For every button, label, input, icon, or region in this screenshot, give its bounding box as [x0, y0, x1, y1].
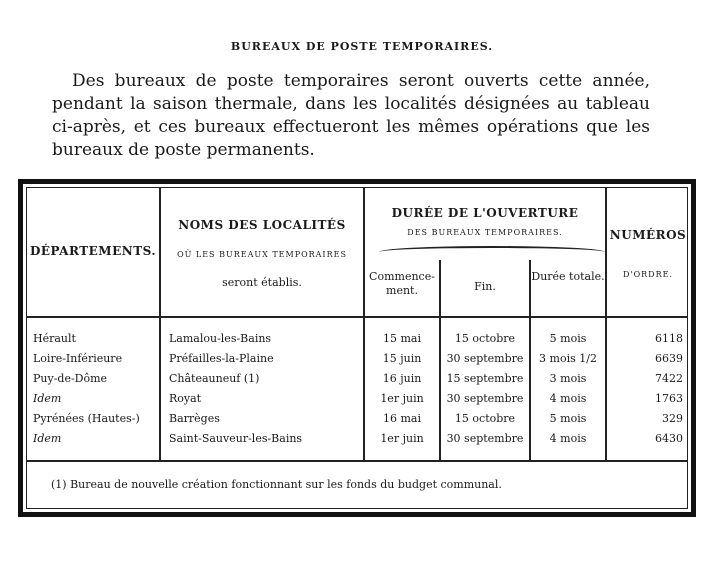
- cell-departement: Idem: [33, 392, 62, 405]
- cell-localite: Lamalou-les-Bains: [169, 332, 272, 345]
- cell-numero: 1763: [655, 392, 683, 405]
- page-title: BUREAUX DE POSTE TEMPORAIRES.: [230, 40, 494, 53]
- cell-departement: Loire-Inférieure: [33, 352, 123, 365]
- cell-duree: 4 mois: [549, 432, 587, 445]
- cell-duree: 5 mois: [549, 412, 587, 425]
- cell-fin: 15 octobre: [454, 412, 516, 425]
- cell-departement: Hérault: [33, 332, 76, 345]
- cell-localite: Saint-Sauveur-les-Bains: [169, 432, 303, 445]
- header-fin: Fin.: [474, 280, 496, 293]
- cell-numero: 6639: [655, 352, 683, 365]
- cell-duree: 3 mois 1/2: [539, 352, 597, 365]
- cell-debut: 15 juin: [382, 352, 422, 365]
- cell-debut: 16 juin: [382, 372, 422, 385]
- intro-paragraph: [52, 70, 650, 162]
- cell-localite: Royat: [169, 392, 202, 405]
- cell-fin: 15 octobre: [454, 332, 516, 345]
- cell-debut: 15 mai: [382, 332, 421, 345]
- cell-departement: Pyrénées (Hautes-): [33, 412, 140, 425]
- header-numeros-2: D'ORDRE.: [622, 270, 673, 279]
- cell-debut: 1er juin: [380, 432, 424, 445]
- cell-numero: 6118: [655, 332, 683, 345]
- header-noms-1: NOMS DES LOCALITÉS: [178, 218, 346, 232]
- header-duree-1: DURÉE DE L'OUVERTURE: [391, 206, 579, 220]
- cell-duree: 4 mois: [549, 392, 587, 405]
- table-inner-border: [26, 187, 688, 509]
- cell-fin: 30 septembre: [446, 352, 524, 365]
- cell-numero: 329: [662, 412, 683, 425]
- cell-numero: 7422: [655, 372, 683, 385]
- header-duree-totale: Durée totale.: [531, 270, 605, 283]
- duree-brace: [379, 246, 605, 258]
- header-noms-3: seront établis.: [222, 276, 302, 289]
- cell-fin: 30 septembre: [446, 432, 524, 445]
- header-departements: DÉPARTEMENTS.: [29, 244, 157, 258]
- cell-duree: 3 mois: [549, 372, 587, 385]
- header-duree-2: DES BUREAUX TEMPORAIRES.: [407, 228, 563, 237]
- cell-debut: 16 mai: [382, 412, 421, 425]
- cell-departement: Puy-de-Dôme: [33, 372, 108, 385]
- header-noms-2: OÙ LES BUREAUX TEMPORAIRES: [177, 250, 347, 259]
- header-numeros-1: NUMÉROS: [609, 228, 687, 242]
- cell-numero: 6430: [655, 432, 683, 445]
- cell-departement: Idem: [33, 432, 62, 445]
- cell-debut: 1er juin: [380, 392, 424, 405]
- footer-rule: [27, 460, 687, 462]
- cell-duree: 5 mois: [549, 332, 587, 345]
- header-rule: [27, 316, 687, 318]
- intro-text: Des bureaux de poste temporaires seront ouverts cette année, pendant la saison thermale, dans les localités désignées au tableau ci-après, et ces bureaux effectueront les mêmes opérations que les bureaux de poste permanents.: [52, 71, 650, 160]
- table-footnote: (1) Bureau de nouvelle création fonctionnant sur les fonds du budget communal.: [51, 478, 502, 491]
- table-frame: [18, 179, 696, 517]
- cell-fin: 30 septembre: [446, 392, 524, 405]
- cell-localite: Barrèges: [169, 412, 220, 425]
- cell-localite: Châteauneuf (1): [169, 372, 260, 385]
- header-commencement: Commence-ment.: [369, 270, 435, 297]
- cell-fin: 15 septembre: [446, 372, 524, 385]
- cell-localite: Préfailles-la-Plaine: [169, 352, 274, 365]
